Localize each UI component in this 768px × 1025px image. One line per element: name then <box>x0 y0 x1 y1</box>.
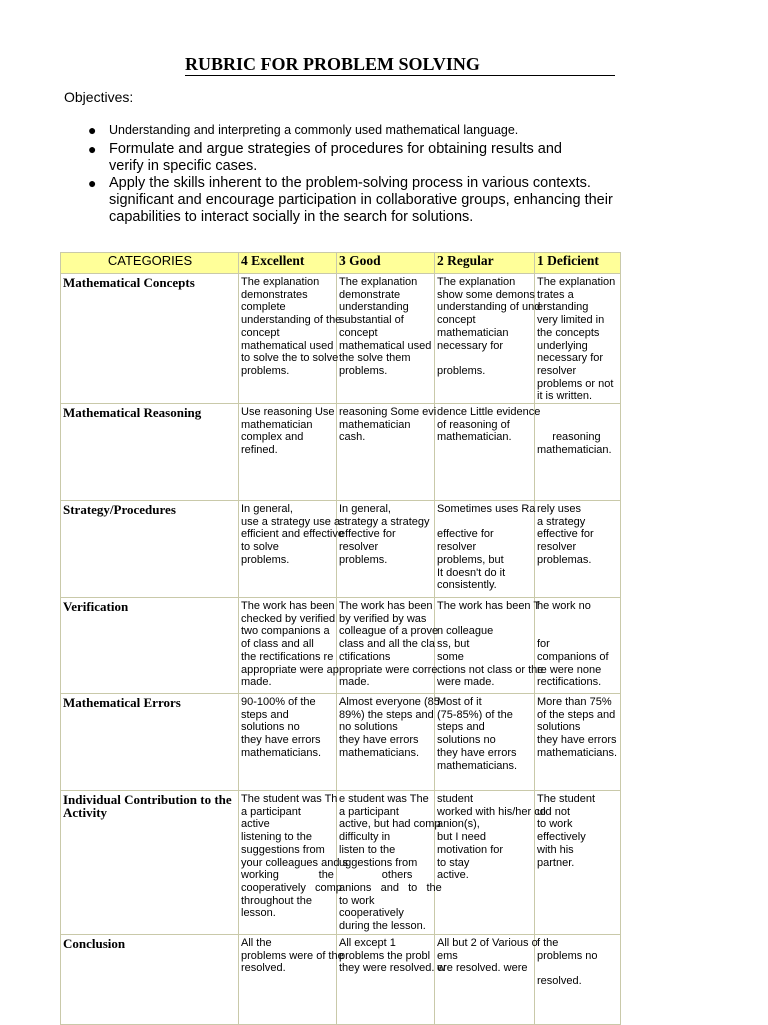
table-cell: All except 1 problems the probl they were resolved. w <box>337 935 435 1025</box>
table-cell: Most of it (75-85%) of the steps and solutions no they have errors mathematicians. <box>435 694 535 791</box>
header-excellent: 4 Excellent <box>239 253 337 274</box>
category-cell: Mathematical Reasoning <box>61 404 239 501</box>
objective-item <box>88 141 648 175</box>
table-cell: The student was Th a participant active listening to the suggestions from your colleagues and s working the cooperatively comp throughout the lesson. <box>239 791 337 935</box>
table-row <box>61 274 621 404</box>
table-cell: Use reasoning Use mathematician complex and refined. <box>239 404 337 501</box>
category-cell: Strategy/Procedures <box>61 501 239 598</box>
category-cell: Verification <box>61 598 239 694</box>
table-cell: reasoning mathematician. <box>535 404 621 501</box>
table-cell: In general, use a strategy use a efficient and effective to solve problems. <box>239 501 337 598</box>
category-cell: Mathematical Errors <box>61 694 239 791</box>
table-cell: The explanation show some demons understanding of und concept mathematician necessary for problems. <box>435 274 535 404</box>
table-cell: The explanation demonstrate understanding substantial of concept mathematical used the solve them problems. <box>337 274 435 404</box>
table-row <box>61 935 621 1025</box>
objective-text: Apply the skills inherent to the problem-solving process in various contexts. significant and encourage participation in collaborative groups, enhancing their capabilities to interact socially in the search for solutions. <box>109 175 613 225</box>
category-cell: Mathematical Concepts <box>61 274 239 404</box>
rubric-table <box>60 252 621 1025</box>
table-cell: 90-100% of the steps and solutions no they have errors mathematicians. <box>239 694 337 791</box>
category-cell: Conclusion <box>61 935 239 1025</box>
table-cell: The work has been T n colleague ss, but some ctions not class or the were made. <box>435 598 535 694</box>
bullet-icon: ● <box>88 141 97 157</box>
table-cell: The work has been checked by verified two companions a of class and all the rectifications re appropriate were ap made. <box>239 598 337 694</box>
table-cell: Sometimes uses Ra effective for resolver problems, but It doesn't do it consistently. <box>435 501 535 598</box>
table-cell: The explanation trates a erstanding very limited in the concepts underlying necessary for resolver problems or not it is written. <box>535 274 621 404</box>
table-cell: student worked with his/her co anion(s), but I need motivation for to stay active. <box>435 791 535 935</box>
table-cell: The explanation demonstrates complete understanding of the concept mathematical used to solve the to solve problems. <box>239 274 337 404</box>
table-cell: All but 2 of Various o ems ere resolved. were <box>435 935 535 1025</box>
table-cell: More than 75% of the steps and solutions they have errors mathematicians. <box>535 694 621 791</box>
table-cell: he work no for companions of re were none rectifications. <box>535 598 621 694</box>
table-cell: In general, strategy a strategy effective for resolver problems. <box>337 501 435 598</box>
table-cell: e student was The a participant active, but had comp difficulty in listen to the uggestions from others anions and to the to work cooperatively during the lesson. <box>337 791 435 935</box>
bullet-icon: ● <box>88 122 97 138</box>
table-cell: All the problems were of the resolved. <box>239 935 337 1025</box>
table-row <box>61 404 621 501</box>
table-cell: Almost everyone (85- 89%) the steps and no solutions they have errors mathematicians. <box>337 694 435 791</box>
objective-text: Formulate and argue strategies of procedures for obtaining results and verify in specific cases. <box>109 141 562 174</box>
header-regular: 2 Regular <box>435 253 535 274</box>
header-good: 3 Good <box>337 253 435 274</box>
table-row <box>61 598 621 694</box>
bullet-icon: ● <box>88 175 97 191</box>
table-cell: The work has been by verified by was colleague of a prove class and all the cla ctifications propriate were corre made. <box>337 598 435 694</box>
table-row <box>61 791 621 935</box>
category-cell: Individual Contribution to the Activity <box>61 791 239 935</box>
objective-item <box>88 122 648 139</box>
header-categories: CATEGORIES <box>61 253 239 274</box>
objective-item <box>88 175 648 226</box>
objectives-label: Objectives: <box>64 89 134 105</box>
table-cell: dence Little evidence of reasoning of mathematician. <box>435 404 535 501</box>
table-header-row <box>61 253 621 274</box>
table-cell: reasoning Some evi mathematician cash. <box>337 404 435 501</box>
objectives-list <box>88 122 648 226</box>
page-title: RUBRIC FOR PROBLEM SOLVING <box>185 54 615 76</box>
table-row <box>61 501 621 598</box>
objective-text: Understanding and interpreting a commonly used mathematical language. <box>109 123 519 137</box>
table-cell: rely uses a strategy effective for resolver problemas. <box>535 501 621 598</box>
table-cell: The student uld not to work effectively with his partner. <box>535 791 621 935</box>
header-deficient: 1 Deficient <box>535 253 621 274</box>
table-row <box>61 694 621 791</box>
table-cell: f the problems no resolved. <box>535 935 621 1025</box>
